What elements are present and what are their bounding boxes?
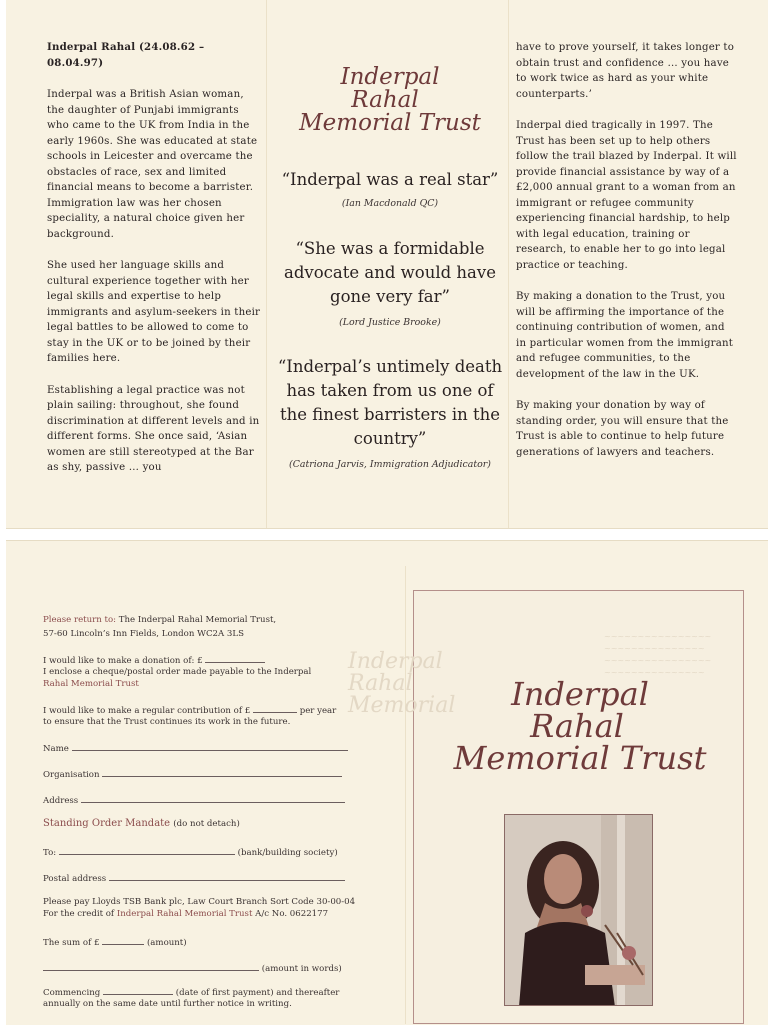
date-input[interactable] — [103, 986, 173, 995]
credit-line: For the credit of Inderpal Rahal Memorial Trust A/c No. 0622177 — [43, 909, 329, 919]
regular-line: I would like to make a regular contribution of £ per year — [43, 706, 337, 716]
quote-attribution: (Catriona Jarvis, Immigration Adjudicator) — [289, 459, 491, 470]
regular-amount-field[interactable] — [253, 704, 297, 713]
annual-note: annually on the same date until further notice in writing. — [43, 999, 292, 1009]
donation-amount-field[interactable] — [205, 654, 265, 663]
bio-heading: Inderpal Rahal (24.08.62 – 08.04.97) — [47, 41, 205, 69]
donation-form — [43, 612, 363, 1024]
mandate-heading: Standing Order Mandate (do not detach) — [43, 818, 240, 829]
name-input[interactable] — [72, 742, 348, 751]
title-line: Inderpal — [511, 675, 649, 713]
left-column — [47, 40, 263, 492]
info-paragraph: have to prove yourself, it takes longer to obtain trust and confidence … you have to work twice as hard as your white counterparts.’ — [516, 42, 735, 100]
info-paragraph: By making a donation to the Trust, you will be affirming the importance of the continuing contribution of women, and in particular women from the immigrant and refugee communities, to the development of the law in the UK. — [516, 291, 734, 380]
bank-instruction: Please pay Lloyds TSB Bank plc, Law Court Branch Sort Code 30-00-04 — [43, 897, 356, 907]
enclose-line: Rahal Memorial Trust — [43, 679, 139, 689]
sum-field: The sum of £ (amount) — [43, 938, 187, 948]
address-field: Address — [43, 794, 345, 807]
enclose-line: I enclose a cheque/postal order made payable to the Inderpal — [43, 667, 312, 677]
cover-title — [440, 675, 720, 777]
fold-line — [266, 0, 267, 528]
quote-text: “Inderpal was a real star” — [281, 170, 499, 189]
right-column — [516, 40, 738, 476]
donation-line: I would like to make a donation of: £ — [43, 654, 265, 667]
info-paragraph: Inderpal died tragically in 1997. The Trust has been set up to help others follow the trail blazed by Inderpal. It will provide financial assistance by way of a £2,000 annual grant to a woman from an immigrant or refugee community experiencing financial hardship, to help with legal education, training or research, to enable her to go into legal practice or teaching. — [516, 120, 737, 271]
show-through-text: ~~~~~~~~~~~~~~~~ ~~~~~~~~~~~~~~~ ~~~~~~~~~~~~~~~~ ~~~~~~~~~~~~~~~ — [604, 632, 712, 677]
info-paragraph: By making your donation by way of standing order, you will ensure that the Trust is able to continue to help future generations of lawyers and teachers. — [516, 400, 729, 458]
amount-words-field: (amount in words) — [43, 962, 342, 975]
fold-line — [405, 566, 406, 1024]
amount-words-input[interactable] — [43, 962, 259, 971]
bio-paragraph: Establishing a legal practice was not plain sailing: throughout, she found discrimination at different levels and in different forms. She once said, ‘Asian women are still stereotyped at the Bar as shy, passive … you — [47, 384, 260, 473]
postal-field: Postal address — [43, 872, 345, 885]
postal-input[interactable] — [109, 872, 345, 881]
name-field: Name — [43, 742, 348, 755]
sum-input[interactable] — [102, 936, 144, 945]
quote-text: “She was a formidable advocate and would have gone very far” — [284, 239, 496, 306]
bio-paragraph: Inderpal was a British Asian woman, the daughter of Punjabi immigrants who came to the UK from India in the early 1960s. She was educated at state schools in Leicester and overcame the obstacles of race, sex and limited financial means to become a barrister. Immigration law was her chosen speciality, a natural choice given her background. — [47, 89, 258, 240]
portrait-image — [505, 815, 653, 1006]
title-line: Inderpal — [340, 64, 440, 90]
bio-paragraph: She used her language skills and cultural experience together with her legal skills and expertise to help immigrants and asylum-seekers in their legal battles to be allowed to come to stay in the UK or to be joined by their families here. — [47, 260, 261, 364]
quote-text: “Inderpal’s untimely death has taken from us one of the finest barristers in the country” — [277, 357, 503, 448]
quote-attribution: (Ian Macdonald QC) — [341, 198, 439, 209]
quote-attribution: (Lord Justice Brooke) — [339, 317, 441, 328]
fold-line — [508, 0, 509, 528]
bank-input[interactable] — [59, 846, 235, 855]
address-input[interactable] — [81, 794, 345, 803]
commencing-field: Commencing (date of first payment) and thereafter — [43, 988, 340, 998]
trust-title — [290, 66, 490, 135]
title-line: Rahal — [530, 707, 624, 745]
regular-line: to ensure that the Trust continues its work in the future. — [43, 717, 291, 727]
title-line: Memorial Trust — [299, 110, 481, 136]
organisation-input[interactable] — [102, 768, 342, 777]
title-line: Memorial Trust — [453, 739, 707, 777]
return-line: Please return to: The Inderpal Rahal Memorial Trust, — [43, 615, 277, 625]
return-address: 57-60 Lincoln’s Inn Fields, London WC2A 3LS — [43, 629, 244, 639]
show-through-text: Inderpal Rahal Memorial — [348, 649, 456, 718]
portrait-photo — [504, 814, 653, 1006]
organisation-field: Organisation — [43, 768, 342, 781]
bank-field: To: (bank/building society) — [43, 848, 338, 858]
title-line: Rahal — [351, 87, 419, 113]
